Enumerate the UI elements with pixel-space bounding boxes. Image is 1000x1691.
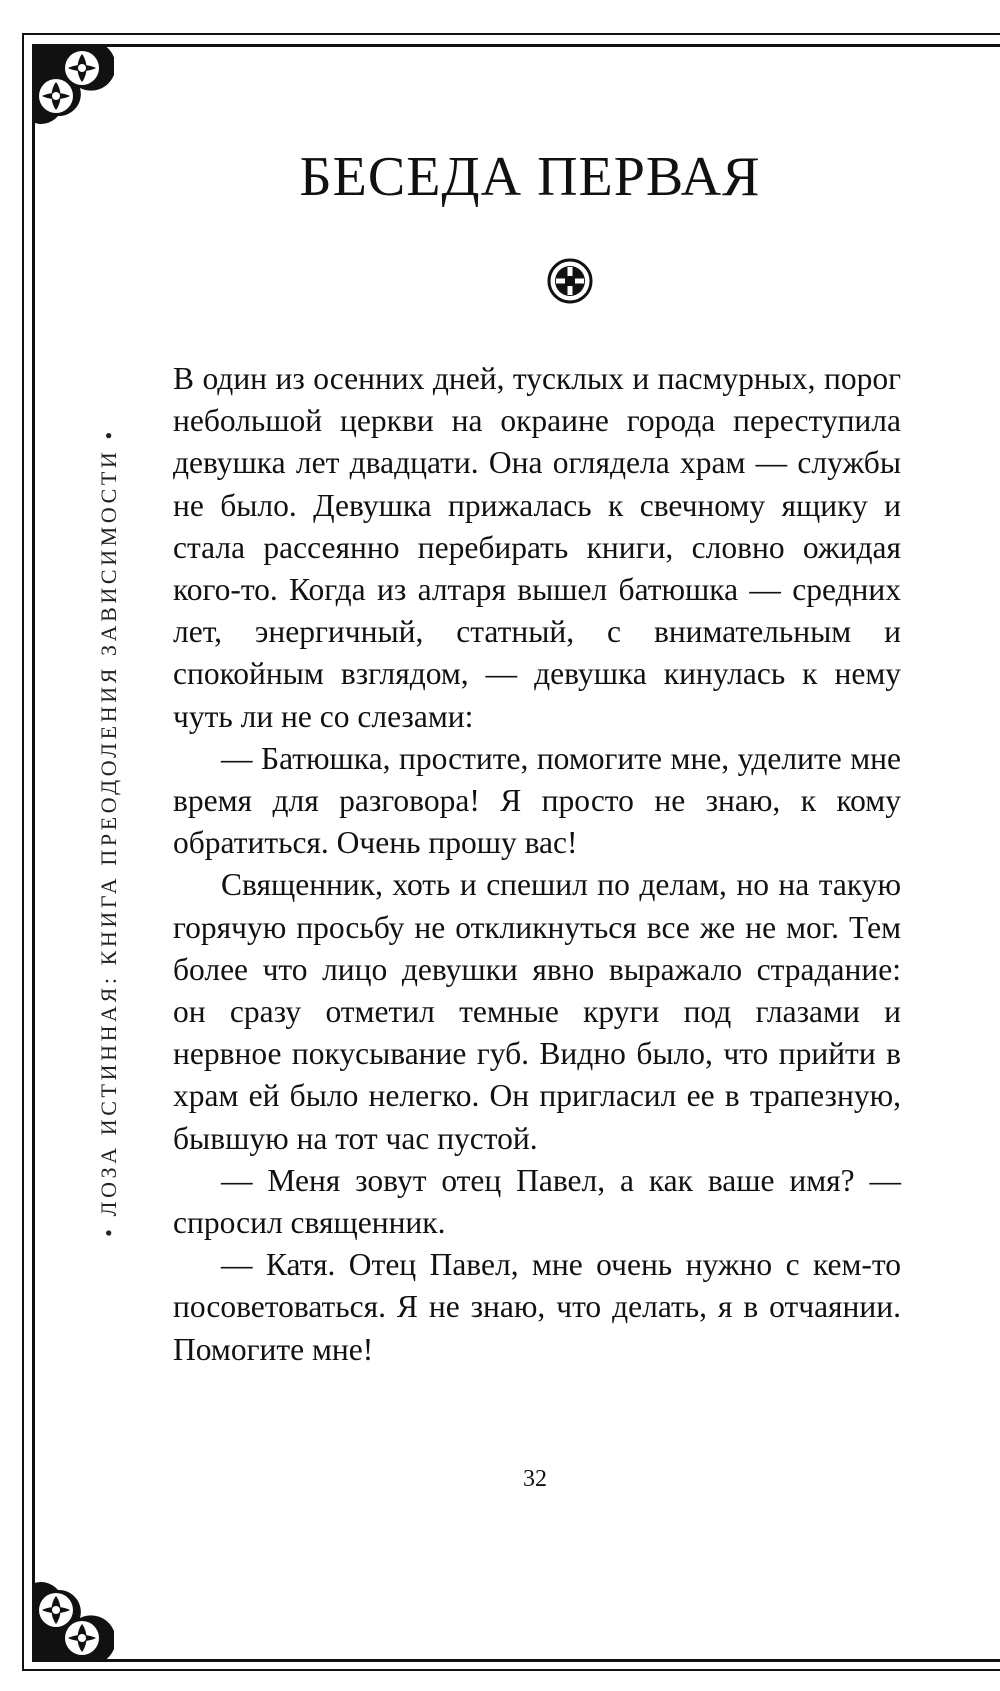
paragraph: Священник, хоть и спешил по делам, но на такую горячую просьбу не откликнуться все же не мог. Тем более что лицо девушки явно выражало страдание: он сразу отметил темные круги под глазами и нервное покусывание губ. Видно было, что прийти в храм ей было нелегко. Он пригласил ее в трапезную, бывшую на тот час пустой. (173, 867, 901, 1156)
body-text (173, 358, 901, 1371)
paragraph: — Батюшка, простите, помогите мне, уделите мне время для разговора! Я просто не знаю, к кому обратиться. Очень прошу вас! (173, 740, 901, 861)
floral-corner-ornament-icon (32, 44, 114, 126)
chapter-title: БЕСЕДА ПЕРВАЯ (299, 146, 761, 208)
page-number: 32 (523, 1466, 547, 1492)
paragraph: — Катя. Отец Павел, мне очень нужно с кем-то посоветоваться. Я не знаю, что делать, я в отчаянии. Помогите мне! (173, 1247, 901, 1367)
running-head: • ЛОЗА ИСТИННАЯ: КНИГА ПРЕОДОЛЕНИЯ ЗАВИСИМОСТИ • (96, 428, 121, 1237)
paragraph: В один из осенних дней, тусклых и пасмурных, порог небольшой церкви на окраине города переступила девушка лет двадцати. Она оглядела храм — службы не было. Девушка прижалась к свечному ящику и стала рассеянно перебирать книги, словно ожидая кого-то. Когда из алтаря вышел батюшка — средних лет, энергичный, статный, с внимательным и спокойным взглядом, — девушка кинулась к нему чуть ли не со слезами: (173, 361, 901, 734)
paragraph: — Меня зовут отец Павел, а как ваше имя? — спросил священник. (173, 1162, 901, 1241)
cross-in-circle-icon (546, 257, 594, 305)
floral-corner-ornament-icon (32, 1580, 114, 1662)
